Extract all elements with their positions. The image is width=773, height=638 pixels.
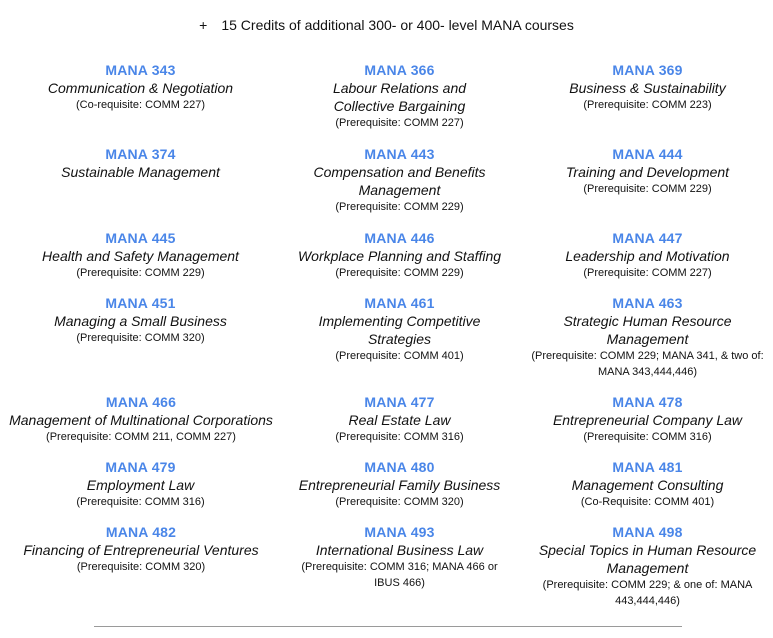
plus-symbol: + bbox=[199, 17, 208, 33]
course-prerequisite: (Prerequisite: COMM 229) bbox=[76, 267, 205, 279]
course-prerequisite: (Prerequisite: COMM 316) bbox=[335, 431, 464, 443]
course-title: Strategic Human Resource Management bbox=[563, 313, 732, 347]
course-block bbox=[271, 145, 528, 215]
course-code: MANA 451 bbox=[105, 295, 176, 311]
course-prerequisite: (Prerequisite: COMM 229) bbox=[335, 201, 464, 213]
course-block bbox=[12, 145, 269, 181]
course-code: MANA 480 bbox=[364, 459, 435, 475]
course-title: International Business Law bbox=[315, 542, 484, 558]
course-block bbox=[271, 523, 528, 591]
course-prerequisite: (Prerequisite: COMM 229) bbox=[335, 267, 464, 279]
course-title: Managing a Small Business bbox=[54, 313, 227, 329]
additional-credits-text: 15 Credits of additional 300- or 400- level MANA courses bbox=[221, 17, 574, 33]
course-block bbox=[0, 393, 282, 445]
course-block bbox=[12, 458, 269, 510]
course-block bbox=[271, 294, 528, 364]
course-title: Communication & Negotiation bbox=[47, 80, 234, 96]
course-prerequisite: (Co-requisite: COMM 227) bbox=[76, 99, 205, 111]
course-code: MANA 498 bbox=[612, 524, 683, 540]
course-code: MANA 478 bbox=[612, 394, 683, 410]
course-title: Entrepreneurial Company Law bbox=[552, 412, 743, 428]
course-block bbox=[6, 523, 276, 575]
course-title: Special Topics in Human Resource Management bbox=[538, 542, 757, 576]
course-code: MANA 366 bbox=[364, 62, 435, 78]
course-block bbox=[519, 61, 773, 113]
course-title: Employment Law bbox=[86, 477, 195, 493]
course-code: MANA 374 bbox=[105, 146, 176, 162]
course-title: Management of Multinational Corporations bbox=[9, 412, 273, 428]
course-prerequisite: (Prerequisite: COMM 227) bbox=[335, 117, 464, 129]
course-prerequisite: (Prerequisite: COMM 229; & one of: MANA 443,444,446) bbox=[542, 579, 753, 607]
course-block bbox=[12, 229, 269, 281]
course-prerequisite: (Prerequisite: COMM 316; MANA 466 or IBUS 466) bbox=[301, 561, 498, 589]
course-prerequisite: (Prerequisite: COMM 401) bbox=[335, 350, 464, 362]
course-code: MANA 343 bbox=[105, 62, 176, 78]
course-title: Health and Safety Management bbox=[42, 248, 239, 264]
course-code: MANA 466 bbox=[105, 394, 177, 410]
course-title: Compensation and Benefits Management bbox=[313, 164, 486, 198]
course-code: MANA 446 bbox=[364, 230, 435, 246]
course-prerequisite: (Co-Requisite: COMM 401) bbox=[580, 496, 715, 508]
course-code: MANA 461 bbox=[364, 295, 435, 311]
course-prerequisite: (Prerequisite: COMM 316) bbox=[76, 496, 205, 508]
course-block bbox=[271, 458, 528, 510]
course-prerequisite: (Prerequisite: COMM 320) bbox=[76, 332, 205, 344]
course-prerequisite: (Prerequisite: COMM 316) bbox=[583, 431, 712, 443]
course-title: Sustainable Management bbox=[61, 164, 220, 180]
course-code: MANA 369 bbox=[612, 62, 683, 78]
course-block bbox=[519, 145, 773, 197]
course-block bbox=[519, 229, 773, 281]
course-block bbox=[271, 229, 528, 281]
divider-line bbox=[94, 626, 682, 627]
course-title: Management Consulting bbox=[571, 477, 724, 493]
course-title: Workplace Planning and Staffing bbox=[297, 248, 502, 264]
course-block bbox=[271, 61, 528, 131]
course-prerequisite: (Prerequisite: COMM 320) bbox=[76, 561, 206, 573]
course-block bbox=[519, 458, 773, 510]
course-block bbox=[12, 61, 269, 113]
course-prerequisite: (Prerequisite: COMM 320) bbox=[335, 496, 464, 508]
course-block bbox=[519, 393, 773, 445]
course-code: MANA 479 bbox=[105, 459, 176, 475]
course-prerequisite: (Prerequisite: COMM 229; MANA 341, & two of: MANA 343,444,446) bbox=[531, 350, 764, 378]
additional-credits-note bbox=[0, 17, 773, 33]
course-title: Implementing Competitive Strategies bbox=[318, 313, 481, 347]
course-code: MANA 447 bbox=[612, 230, 683, 246]
course-block bbox=[519, 294, 773, 380]
course-title: Leadership and Motivation bbox=[565, 248, 730, 264]
course-code: MANA 481 bbox=[612, 459, 683, 475]
course-code: MANA 445 bbox=[105, 230, 176, 246]
course-code: MANA 482 bbox=[105, 524, 177, 540]
course-title: Labour Relations and Collective Bargaining bbox=[332, 80, 467, 114]
course-code: MANA 477 bbox=[364, 394, 435, 410]
course-code: MANA 463 bbox=[612, 295, 683, 311]
course-block bbox=[519, 523, 773, 609]
course-code: MANA 444 bbox=[612, 146, 683, 162]
course-title: Entrepreneurial Family Business bbox=[298, 477, 501, 493]
course-prerequisite: (Prerequisite: COMM 227) bbox=[583, 267, 712, 279]
course-block bbox=[271, 393, 528, 445]
course-prerequisite: (Prerequisite: COMM 211, COMM 227) bbox=[46, 431, 236, 443]
course-code: MANA 443 bbox=[364, 146, 435, 162]
course-title: Real Estate Law bbox=[348, 412, 451, 428]
course-prerequisite: (Prerequisite: COMM 229) bbox=[583, 183, 712, 195]
course-block bbox=[12, 294, 269, 346]
course-title: Training and Development bbox=[565, 164, 730, 180]
course-prerequisite: (Prerequisite: COMM 223) bbox=[583, 99, 712, 111]
course-title: Business & Sustainability bbox=[569, 80, 726, 96]
course-code: MANA 493 bbox=[364, 524, 435, 540]
course-title: Financing of Entrepreneurial Ventures bbox=[23, 542, 259, 558]
